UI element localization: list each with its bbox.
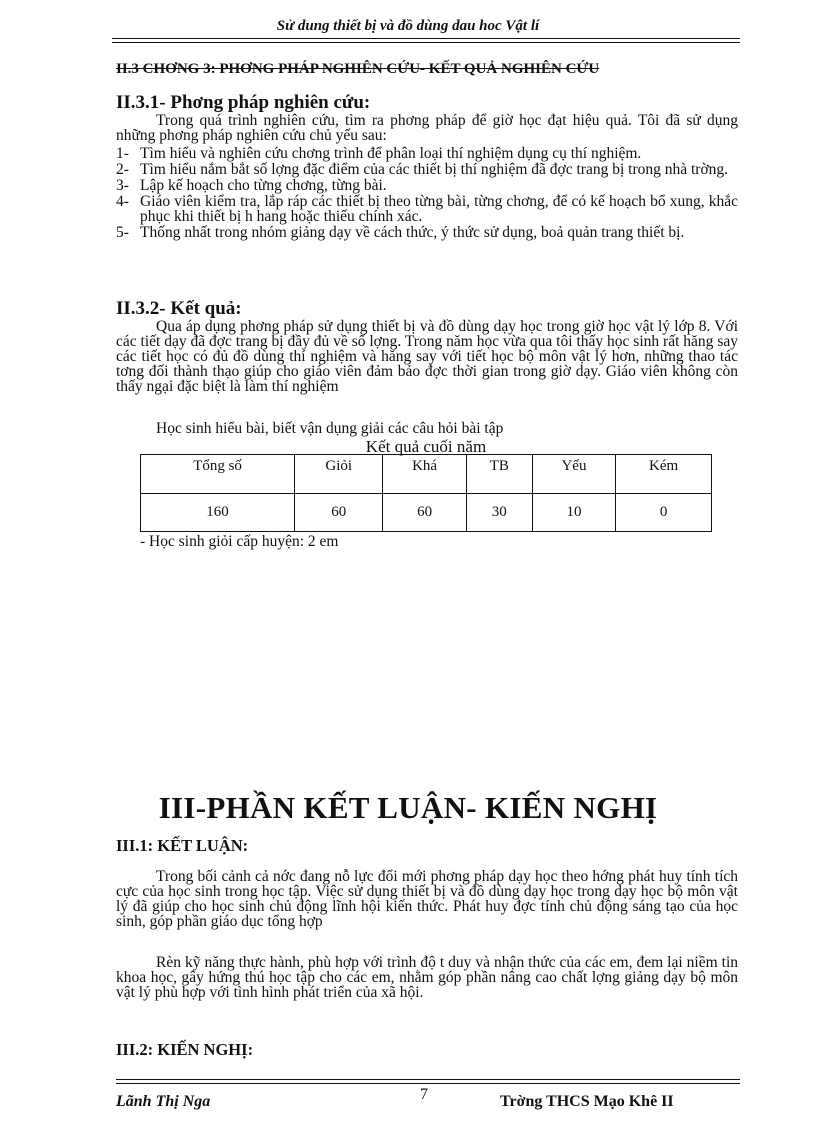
list-item-number: 4- [116,193,129,210]
table-cell: 10 [532,494,615,532]
conclusion-paragraph: Trong bối cảnh cả nớc đang nỗ lực đổi mới phơng pháp dạy học theo hớng phát huy tính tích cực của học sinh trong học tập. Việc sử dụng thiết bị và đồ dùng dạy học trong dạy học bộ môn vật lý đã giúp cho học sinh chủ động lĩnh hội kiến thức. Phát huy đợc tính chủ động sáng tạo của học sinh, góp phần giáo dục tổng hợp [116,868,738,930]
list-item-text: Lập kế hoạch cho từng chơng, từng bài. [140,177,387,194]
list-item-number: 2- [116,161,129,178]
list-item [116,162,738,177]
subsection-title-methods: II.3.1- Phơng pháp nghiên cứu: [116,92,371,113]
running-header: Sử dung thiết bị và đồ dùng dau hoc Vật lí [276,18,540,34]
table-header-cell: Tổng số [141,455,295,494]
table-cell: 60 [295,494,383,532]
list-item [116,225,738,240]
table-header-cell: Giỏi [295,455,383,494]
table-cell: 0 [616,494,712,532]
page-number: 7 [420,1086,428,1103]
list-item [116,178,738,193]
results-note: - Học sinh giỏi cấp huyện: 2 em [140,533,339,550]
table-cell: 30 [466,494,532,532]
results-paragraph-2: Học sinh hiểu bài, biết vận dụng giải các câu hỏi bài tập [156,420,504,437]
footer-rule-secondary [116,1083,740,1084]
recommendation-title: III.2: KIẾN NGHỊ: [116,1040,254,1059]
footer-rule [116,1079,740,1080]
methods-intro: Trong quá trình nghiên cứu, tìm ra phơng pháp để giờ học đạt hiệu quả. Tôi đã sử dụng những phơng pháp nghiên cứu chủ yếu sau: [116,112,738,144]
list-item-text: Giáo viên kiểm tra, lắp ráp các thiết bị theo từng bài, từng chơng, để có kế hoạch bổ xung, khắc phục khi thiết bị h hang hoặc thiếu chính xác. [140,193,738,225]
header-rule [112,38,740,39]
footer-school: Trờng THCS Mạo Khê II [500,1093,674,1110]
list-item [116,146,738,161]
list-item-text: Tìm hiểu nắm bắt số lợng đặc điểm của các thiết bị thí nghiệm đã đợc trang bị trong nhà trờng. [140,161,729,178]
table-header-cell: Kém [616,455,712,494]
table-cell: 160 [141,494,295,532]
list-item-text: Thống nhất trong nhóm giảng dạy về cách thức, ý thức sử dụng, boả quản trang thiết bị. [140,224,685,241]
table-row [141,494,712,532]
list-item [116,194,738,224]
table-caption: Kết quả cuối năm [365,437,487,456]
results-paragraph: Qua áp dụng phơng pháp sử dụng thiết bị và đồ dùng dạy học trong giờ học vật lý lớp 8. Với các tiết dạy đã đợc trang bị đầy đủ về số lợng. Trong năm học vừa qua tôi thấy học sinh rất hăng say các tiết học có đủ đồ dùng thí nghiệm và hăng say với tiết học bộ môn vật lý hơn, những thao tác tơng đối thành thạo giúp cho giáo viên đảm bảo đợc thời gian trong giờ dạy. Giáo viên không còn thấy ngại đặc biệt là làm thí nghiệm [116,318,738,395]
results-table [140,454,712,532]
list-item-number: 5- [116,224,129,241]
section-heading: II.3 CHƠNG 3: PHƠNG PHÁP NGHIÊN CỨU- KẾT QUẢ NGHIÊN CỨU [116,61,600,77]
methods-list [116,146,738,241]
table-header-cell: TB [466,455,532,494]
header-rule-secondary [112,42,740,43]
subsection-title-results: II.3.2- Kết quả: [116,298,242,319]
table-header-cell: Khá [383,455,466,494]
conclusion-paragraph-2: Rèn kỹ năng thực hành, phù hợp với trình độ t duy và nhận thức của các em, đem lại niềm tin khoa học, gây hứng thú học tập cho các em, nhằm góp phần nâng cao chất lợng giảng dạy bộ môn vật lý phù hợp với tình hình phát triển của xã hội. [116,954,738,1001]
footer-author: Lãnh Thị Nga [116,1093,211,1110]
part-title: III-PHẦN KẾT LUẬN- KIẾN NGHỊ [158,790,658,825]
list-item-number: 3- [116,177,129,194]
list-item-number: 1- [116,145,129,162]
table-cell: 60 [383,494,466,532]
list-item-text: Tìm hiểu và nghiên cứu chơng trình để phân loại thí nghiệm dụng cụ thí nghiệm. [140,145,642,162]
table-header-cell: Yếu [532,455,615,494]
conclusion-title: III.1: KẾT LUẬN: [116,836,249,855]
table-header-row [141,455,712,494]
